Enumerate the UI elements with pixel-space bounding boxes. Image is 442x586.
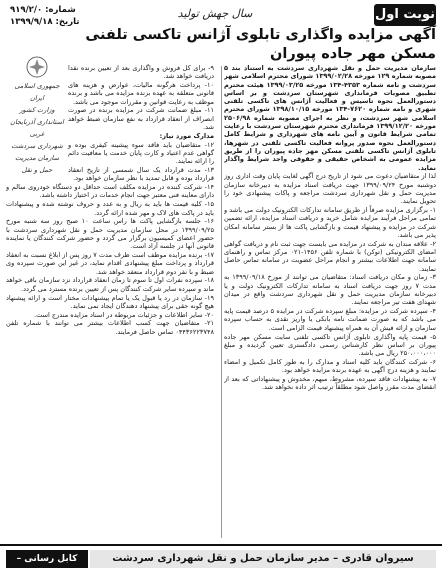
paragraph: ۱۴- شرکت کننده در مزایده مکلف است حداقل دو دستگاه خودروی سالم و دارای معاینه فنی معتبر جهت انجام خدمات در اختیار داشته باشد. [6, 183, 214, 200]
emblem-icon [26, 56, 48, 78]
paragraph: ۶- شرکت کنندگان باید کلیه اسناد و مدارک را به طور کامل تکمیل و امضاء نمایند و هزینه درج آگهی به عهده برنده مزایده خواهد بود. [224, 357, 436, 375]
requirements-heading: مدارک مورد نیاز: [159, 131, 214, 140]
paragraph: ۱۳- مدت قرارداد یک سال شمسی از تاریخ انعقاد قرارداد بوده و قابل تمدید با نظر سازمان خواهد بود. [68, 166, 214, 183]
paragraph: ۱۰- پرداخت هرگونه مالیات، عوارض و هزینه های قانونی متعلقه به عهده برنده مزایده می باشد و برنده موظف به رعایت قوانین و مقررات موجود می باشد. [68, 81, 214, 106]
notice-title [60, 26, 436, 64]
paragraph: ۳- زمان و مکان دریافت اسناد: متقاضیان می توانند از مورخ ۱۳۹۹/۰۹/۱۸ به مدت ۷ روز جهت دریافت اسناد به سامانه تدارکات الکترونیک دولت و یا دبیرخانه سازمان مدیریت حمل و نقل شهرداری سردشت واقع در میدان شهدای هفت تیر مراجعه نمایند. [224, 273, 436, 307]
logo-line: استانداری آذربایجان غربی [10, 118, 64, 138]
paragraph: ۱۷- برنده مزایده موظف است ظرف مدت ۷ روز پس از ابلاغ نسبت به انعقاد قرارداد و پرداخت مبلغ پیشنهادی اقدام نماید، در غیر این صورت سپرده وی ضبط و با نفر دوم قرارداد منعقد خواهد شد. [6, 251, 214, 276]
reference-date: تاریخ: ۱۳۹۹/۹/۱۸ [10, 17, 80, 27]
paragraph: ۷- به پیشنهادات فاقد سپرده، مشروط، مبهم، مخدوش و پیشنهاداتی که بعد از انقضای مدت مقرر واصل شود مطلقاً ترتیب اثر داده نخواهد شد. [224, 374, 436, 392]
paragraph: ۱۹- سازمان در رد یا قبول یک یا تمام پیشنهادات مختار است و ارائه پیشنهاد هیچ گونه حقی برای پیشنهاد دهندگان ایجاد نمی نماید. [6, 293, 214, 310]
paragraph: ۱۸- سپرده نفرات اول تا سوم تا زمان انعقاد قرارداد نزد سازمان باقی خواهد ماند و سپرده سایر شرکت کنندگان پس از تعیین برنده مسترد می گردد. [6, 276, 214, 293]
paragraph: ۱۵- کلیه قیمت ها باید به ریال و به عدد و حروف نوشته شده و پیشنهادات باید در پاکت های لاک و مهر شده ارائه گردد. [6, 200, 214, 217]
signature-footer [0, 544, 442, 582]
paragraph: ۱۲- متقاضیان باید فاقد سوء پیشینه کیفری بوده و گواهی عدم اعتیاد و کارت پایان خدمت یا معافیت دائم را ارائه نمایند. [68, 140, 214, 166]
paragraph: ۵- قیمت پایه واگذاری تابلوی آژانس تاکسی تلفنی سایت مسکن مهر جاده پیوران بر اساس نظر کارشناس رسمی دادگستری تعیین گردیده و مبلغ ۲۵۰،۰۰۰،۰۰۰ ریال می باشد. [224, 332, 436, 358]
signatory-left: کابل رسانی – شهردار سردشت [6, 550, 88, 568]
paragraph: ۱- برگزاری مزایده صرفاً از طریق سامانه تدارکات الکترونیک دولت می باشد و تمامی مراحل فرآیند مزایده شامل خرید و دریافت اسناد مزایده، ارائه تضمین شرکت در مزایده و پیشنهاد قیمت و بازگشایی پاکت ها از بستر سامانه امکان پذیر می باشد. [224, 206, 436, 239]
signatory-band: سیروان قادری – مدیر سازمان حمل و نقل شهرداری سردشت [90, 550, 436, 568]
logo-line: شهرداری سردشت [11, 142, 63, 150]
title-line-1: آگهی مزایده واگذاری تابلوی آژانس تاکسی تلفنی [85, 27, 436, 43]
year-slogan: سال جهش تولید [177, 7, 253, 20]
paragraph: لذا از متقاضیان دعوت می شود از تاریخ درج آگهی لغایت پایان وقت اداری روز دوشنبه مورخ ۱۳۹۹/۰۹/۲۴ جهت دریافت اسناد مزایده به دبیرخانه سازمان مدیریت حمل و نقل شهرداری سردشت مراجعه و پاکات پیشنهادی خود را تحویل نمایند. [224, 172, 436, 206]
column-divider [221, 66, 222, 538]
organization-logo [8, 56, 66, 174]
paragraph: ۱۱- مبلغ ضمانت شرکت در مزایده برنده در صورت انصراف از انعقاد قرارداد به نفع سازمان ضبط خواهد شد. [68, 106, 214, 132]
paragraph: ۹- برای کل فروش و واگذاری بعد از تعیین برنده نقدا دریافت خواهد شد. [68, 64, 214, 81]
logo-line: وزارت کشور [19, 106, 55, 114]
paragraph: ۲- علاقه مندان به شرکت در مزایده می بایست جهت ثبت نام و دریافت گواهی امضای الکترونیکی (توکن) با شماره تلفن ۱۴۵۶-۰۲۱ مرکز تماس و راهنمای سامانه جهت اطلاعات بیشتر و انجام مراحل عضویت در سامانه تماس حاصل نمایند. [224, 239, 436, 273]
logo-line: سازمان مدیریت حمل و نقل [15, 154, 59, 174]
paragraph: ۲۰- سایر اطلاعات و جزئیات مربوطه در اسناد مزایده مندرج است. [34, 310, 214, 319]
paragraph: ۲۱- متقاضیان جهت کسب اطلاعات بیشتر می توانند با شماره تلفن ۰۴۴۳۶۲۲۳۷۴۸ تماس حاصل فرمایند. [6, 319, 214, 336]
intro-paragraph: سازمان مدیریت حمل و نقل شهرداری سردشت به استناد بند ۵ مصوبه شماره ۱۲۹ مورخه ۱۳۹۹/۰۲/۲۸ شورای محترم اسلامی شهر سردشت و نامه شماره ۴۳۵۳-۱۳۴ مورخه ۱۳۹۹/۰۳/۲۵ هیئت محترم تطبیق مصوبات فرمانداری شهرستان سردشت و بر اساس دستورالعمل نحوه تاسیس و فعالیت آژانس های تاکسی تلفنی شهری و نامه شماره ۷۶۲۰-۱۳۴ مورخه ۱۳۹۸/۱۰/۱۵ شورای محترم اسلامی شهر سردشت، و نظر به اجرای مصوبه شماره ۲۵۰۶/۹۸ مورخه ۱۳۹۹/۱۲/۲۰ فرمانداری محترم شهرستان سردشت با رعایت تمامی شرایط قانون و آیین نامه های شهرداری و شرایط کامل دستورالعمل نحوه صدور پروانه فعالیت تاکسی تلفنی در شهرها، تابلوی آژانس تاکسی تلفنی مسکن مهر جاده پیوران را از طریق مزایده عمومی به اشخاص حقیقی و حقوقی واجد شرایط واگذار نماید. [224, 64, 436, 172]
title-line-2: مسکن مهر جاده پیوران [270, 46, 436, 62]
reference-block [10, 4, 120, 28]
logo-line: جمهوری اسلامی ایران [14, 82, 60, 102]
first-publication-badge: نوبت اول [374, 4, 436, 26]
right-column [224, 64, 436, 542]
paragraph: ۴- سپرده شرکت در مزایده: مبلغ سپرده شرکت در مزایده ۵ درصد قیمت پایه می باشد که به صورت ضمانت نامه بانکی یا واریز نقدی به حساب سپرده سازمان و ارائه فیش آن به همراه پیشنهاد قیمت الزامی است. [224, 307, 436, 332]
paragraph: ۱۶- جلسه بازگشایی پاکت ها راس ساعت ۱۰ صبح روز سه شنبه مورخ ۱۳۹۹/۰۹/۲۵ در محل سازمان مدیریت حمل و نقل شهرداری سردشت با حضور اعضای کمیسیون برگزار می گردد و حضور شرکت کنندگان یا نماینده قانونی آنها در جلسه آزاد است. [6, 217, 214, 251]
reference-number: شماره: ۹۱۹/۲/۰ [10, 5, 76, 15]
